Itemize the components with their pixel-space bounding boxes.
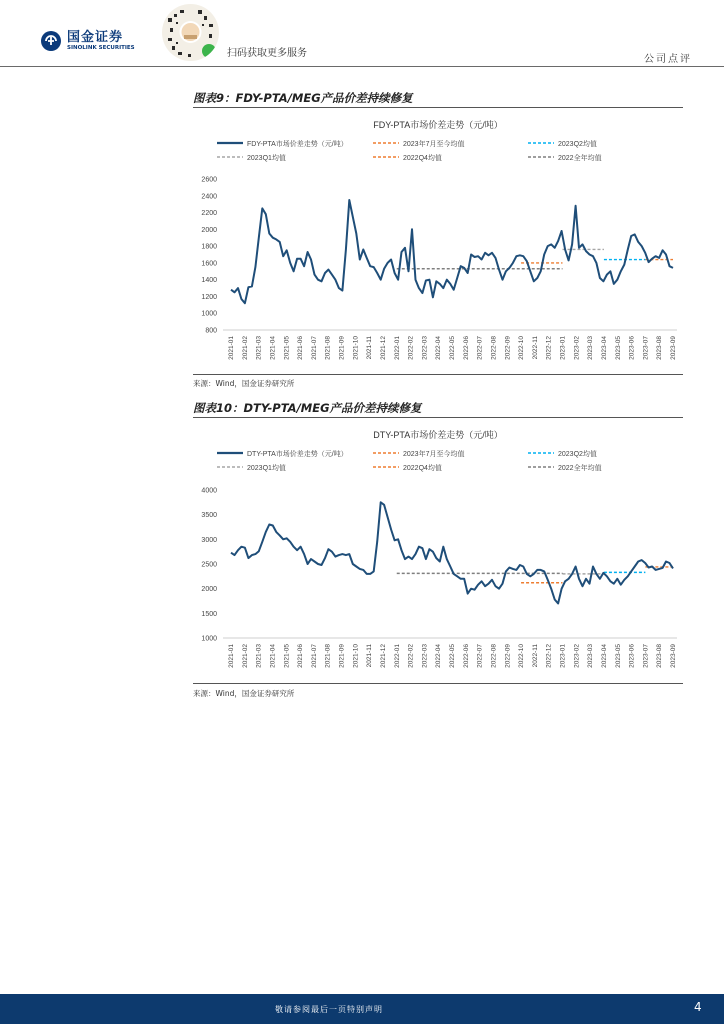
dty-chart: [193, 420, 683, 682]
x-tick-label: 2021-03: [255, 336, 263, 360]
x-tick-label: 2023-08: [656, 644, 664, 668]
y-tick-label: 2400: [201, 193, 217, 201]
figure-title-divider: [193, 107, 683, 108]
wechat-badge-icon: [202, 44, 216, 58]
x-tick-label: 2023-05: [614, 644, 622, 668]
legend-label: 2023Q1均值: [247, 465, 286, 472]
x-tick-label: 2023-06: [628, 644, 636, 668]
y-tick-label: 4000: [201, 487, 217, 495]
logo-chinese-name: 国金证券: [67, 29, 124, 45]
figure-source: 来源：Wind，国金证券研究所: [193, 689, 295, 698]
y-tick-label: 1000: [201, 635, 217, 643]
legend-label: 2023年7月至今均值: [403, 141, 465, 148]
legend-label: 2022Q4均值: [403, 155, 442, 162]
figure-title: 图表9：FDY-PTA/MEG产品价差持续修复: [193, 91, 413, 105]
x-tick-label: 2022-10: [518, 644, 526, 668]
x-tick-label: 2022-03: [421, 336, 429, 360]
y-tick-label: 1000: [201, 310, 217, 318]
y-tick-label: 2000: [201, 226, 217, 234]
legend-label: 2023Q2均值: [558, 451, 597, 458]
chart-title: FDY-PTA市场价差走势（元/吨）: [373, 120, 503, 130]
spread-series-line: [231, 502, 673, 603]
x-tick-label: 2022-10: [518, 336, 526, 360]
x-tick-label: 2022-11: [531, 336, 539, 360]
legend-label: 2023Q1均值: [247, 155, 286, 162]
x-tick-label: 2021-09: [338, 644, 346, 668]
figure-title: 图表10：DTY-PTA/MEG产品价差持续修复: [193, 401, 422, 415]
qr-code[interactable]: [162, 4, 219, 61]
y-tick-label: 1500: [201, 610, 217, 618]
x-tick-label: 2023-07: [642, 644, 650, 668]
x-tick-label: 2021-03: [255, 644, 263, 668]
x-tick-label: 2021-05: [283, 336, 291, 360]
x-tick-label: 2022-09: [504, 644, 512, 668]
x-tick-label: 2022-01: [393, 336, 401, 360]
x-tick-label: 2023-02: [573, 644, 581, 668]
x-tick-label: 2023-06: [628, 336, 636, 360]
y-tick-label: 2600: [201, 176, 217, 184]
x-tick-label: 2021-12: [379, 644, 387, 668]
legend-label: 2023年7月至今均值: [403, 451, 465, 458]
x-tick-label: 2022-06: [462, 336, 470, 360]
x-tick-label: 2022-03: [421, 644, 429, 668]
x-tick-label: 2022-06: [462, 644, 470, 668]
x-tick-label: 2022-08: [490, 336, 498, 360]
y-tick-label: 800: [205, 327, 217, 335]
x-tick-label: 2023-01: [559, 336, 567, 360]
page-header: [0, 0, 724, 68]
x-tick-label: 2021-06: [297, 644, 305, 668]
x-tick-label: 2021-01: [228, 336, 235, 360]
x-tick-label: 2022-04: [435, 644, 443, 668]
page-number: 4: [694, 1000, 702, 1014]
legend-label: 2022全年均值: [558, 465, 602, 472]
header-divider: [0, 66, 724, 67]
figure-bottom-divider: [193, 374, 683, 375]
x-tick-label: 2021-06: [297, 336, 305, 360]
footer-disclaimer: 敬请参阅最后一页特别声明: [275, 1005, 383, 1014]
x-tick-label: 2021-12: [379, 336, 387, 360]
fdy-chart-svg: [193, 110, 683, 373]
figure-title-divider: [193, 417, 683, 418]
x-tick-label: 2021-08: [324, 336, 332, 360]
x-tick-label: 2022-07: [476, 644, 484, 668]
y-tick-label: 1800: [201, 243, 217, 251]
x-tick-label: 2021-01: [228, 644, 235, 668]
x-tick-label: 2021-09: [338, 336, 346, 360]
x-tick-label: 2023-01: [559, 644, 567, 668]
x-tick-label: 2021-10: [352, 336, 360, 360]
company-logo: [40, 30, 135, 52]
y-tick-label: 2500: [201, 561, 217, 569]
x-tick-label: 2022-02: [407, 644, 415, 668]
y-tick-label: 1600: [201, 260, 217, 268]
x-tick-label: 2021-08: [324, 644, 332, 668]
x-tick-label: 2021-07: [310, 336, 318, 360]
legend-label: 2022Q4均值: [403, 465, 442, 472]
sinolink-logo-icon: [40, 30, 62, 52]
y-tick-label: 1400: [201, 277, 217, 285]
y-tick-label: 3500: [201, 512, 217, 520]
x-tick-label: 2023-05: [614, 336, 622, 360]
report-type-label: 公司点评: [644, 54, 692, 65]
legend-label: 2023Q2均值: [558, 141, 597, 148]
x-tick-label: 2023-09: [670, 336, 677, 360]
x-tick-label: 2022-01: [393, 644, 401, 668]
x-tick-label: 2022-09: [504, 336, 512, 360]
x-tick-label: 2021-10: [352, 644, 360, 668]
x-tick-label: 2022-02: [407, 336, 415, 360]
x-tick-label: 2021-07: [310, 644, 318, 668]
x-tick-label: 2023-04: [600, 336, 608, 360]
logo-english-name: SINOLINK SECURITIES: [67, 44, 135, 51]
y-tick-label: 3000: [201, 536, 217, 544]
x-tick-label: 2021-11: [366, 644, 374, 668]
x-tick-label: 2022-05: [449, 336, 456, 360]
x-tick-label: 2023-02: [573, 336, 581, 360]
x-tick-label: 2021-05: [283, 644, 291, 668]
x-tick-label: 2022-08: [490, 644, 498, 668]
x-tick-label: 2022-11: [531, 644, 539, 668]
x-tick-label: 2023-09: [670, 644, 677, 668]
x-tick-label: 2023-08: [656, 336, 664, 360]
x-tick-label: 2023-03: [587, 644, 595, 668]
x-tick-label: 2021-11: [366, 336, 374, 360]
figure-source: 来源：Wind，国金证券研究所: [193, 379, 295, 388]
x-tick-label: 2022-04: [435, 336, 443, 360]
legend-label: FDY-PTA市场价差走势（元/吨）: [247, 141, 348, 148]
y-tick-label: 2200: [201, 210, 217, 218]
legend-label: DTY-PTA市场价差走势（元/吨）: [247, 451, 348, 458]
header-promo-text: 扫码获取更多服务: [227, 48, 307, 59]
x-tick-label: 2022-12: [545, 336, 553, 360]
fdy-chart: [193, 110, 683, 373]
x-tick-label: 2021-04: [269, 336, 277, 360]
x-tick-label: 2022-07: [476, 336, 484, 360]
x-tick-label: 2021-04: [269, 644, 277, 668]
x-tick-label: 2021-02: [241, 644, 249, 668]
x-tick-label: 2023-07: [642, 336, 650, 360]
figure-bottom-divider: [193, 683, 683, 684]
legend-label: 2022全年均值: [558, 155, 602, 162]
spread-series-line: [231, 200, 673, 303]
x-tick-label: 2022-05: [449, 644, 456, 668]
y-tick-label: 2000: [201, 586, 217, 594]
x-tick-label: 2022-12: [545, 644, 553, 668]
y-tick-label: 1200: [201, 293, 217, 301]
x-tick-label: 2023-03: [587, 336, 595, 360]
chart-title: DTY-PTA市场价差走势（元/吨）: [373, 430, 503, 440]
x-tick-label: 2023-04: [600, 644, 608, 668]
x-tick-label: 2021-02: [241, 336, 249, 360]
dty-chart-svg: [193, 420, 683, 682]
